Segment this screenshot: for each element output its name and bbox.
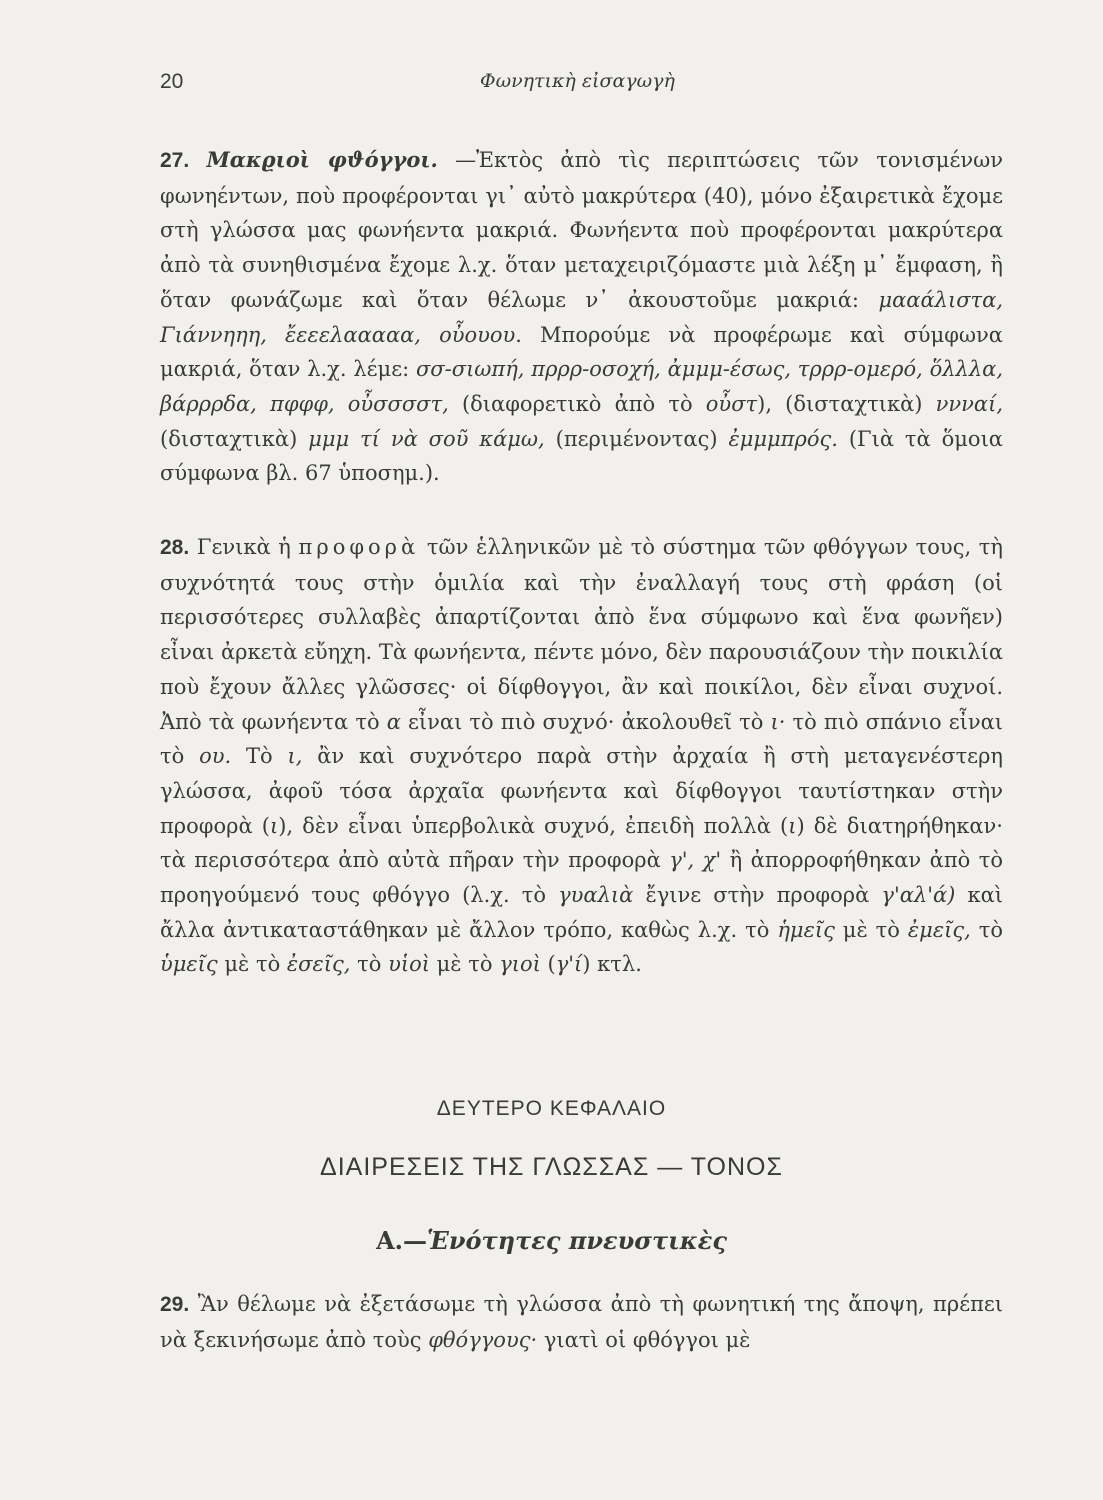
example-text: ου.	[199, 744, 232, 769]
example-text: ι	[788, 813, 797, 838]
example-text: μααάλιστα, Γιάννηηη, ἔεεελααααα, οὖουου	[160, 287, 1003, 347]
text-run: ἔγινε στὴν προφορὰ	[633, 883, 882, 908]
example-text: φθόγγους·	[428, 1327, 538, 1352]
spaced-emphasis: προφορὰ	[298, 535, 420, 559]
section-prefix: Α.—	[376, 1226, 428, 1255]
text-run: Ἂν θέλωμε νὰ ἐξετάσωμε τὴ γλώσσα ἀπὸ τὴ φωνητική της ἄποψη, πρέπει νὰ ξεκινήσωμε ἀπὸ τοὺς	[160, 1292, 1003, 1352]
section-title	[0, 1226, 1103, 1255]
text-run: μὲ τὸ	[834, 917, 908, 942]
paragraph-29	[160, 1287, 1003, 1357]
example-text: γιοὶ	[499, 952, 541, 977]
text-run: Τὸ	[231, 744, 288, 769]
example-text: υἱοὶ	[388, 952, 430, 977]
example-text: μμμ τί νὰ σοῦ κάμω,	[308, 426, 545, 451]
example-text: ννναί,	[935, 391, 1004, 416]
text-run: —Ἐκτὸς ἀπὸ τὶς περιπτώσεις τῶν τονισμένων φωνηέντων, ποὺ προφέρονται γι᾽ αὐτὸ μακρύτερα (40), μόνο ἐξαιρετικὰ ἔχομε στὴ γλώσσα μας φωνήεντα μακριά. Φωνήεντα ποὺ προφέρονται μακρύτερα ἀπὸ τὰ συνηθισμένα ἔχομε λ.χ. ὅταν μεταχειριζόμαστε μιὰ λέξη μ᾽ ἔμφαση, ἢ ὅταν φωνάζωμε καὶ ὅταν θέλωμε ν᾽ ἀκουστοῦμε μακριά:	[160, 148, 1003, 312]
example-text: ὑμεῖς	[160, 952, 218, 977]
text-run: Γενικὰ ἡ	[189, 535, 299, 559]
example-text: ι·	[770, 709, 786, 734]
text-run: (	[540, 952, 556, 977]
example-text: ἐμμμπρός.	[728, 426, 838, 451]
text-run: . Μπορούμε νὰ προφέρωμε καὶ σύμφωνα μακριά, ὅταν λ.χ. λέμε:	[160, 322, 1003, 382]
example-text: γ'ί	[555, 952, 583, 977]
text-run: (Γιὰ τὰ ὅμοια σύμφωνα βλ. 67 ὑποσημ.).	[160, 426, 1003, 486]
running-head	[160, 70, 1003, 100]
running-title: Φωνητικὴ εἰσαγωγὴ	[480, 70, 675, 92]
text-run: (περιμένοντας)	[544, 426, 729, 451]
text-run: (δισταχτικὰ)	[160, 426, 309, 451]
text-run: μὲ τὸ	[429, 952, 500, 977]
page-number: 20	[160, 70, 184, 93]
paragraph-number: 29.	[160, 1293, 190, 1316]
text-run: τὸ	[350, 952, 389, 977]
text-run: τῶν ἑλληνικῶν μὲ τὸ σύστημα τῶν φθόγγων τους, τὴ συχνότητά τους στὴν ὁμιλία καὶ τὴν ἐναλλαγή τους στὴ φράση (οἱ περισσότερες συλλαβὲς ἀπαρτίζονται ἀπὸ ἕνα σύμφωνο καὶ ἕνα φωνῆεν) εἶναι ἀρκετὰ εὔηχη. Τὰ φωνήεντα, πέντε μόνο, δὲν παρουσιάζουν τὴν ποικιλία ποὺ ἔχουν ἄλλες γλῶσσες· οἱ δίφθογγοι, ἂν καὶ ποικίλοι, δὲν εἶναι συχνοί. Ἀπὸ τὰ φωνήεντα τὸ	[160, 535, 1003, 734]
example-text: α	[386, 709, 401, 734]
text-run: ) κτλ.	[582, 952, 642, 977]
text-run: τὸ πιὸ σπάνιο εἶναι τὸ	[160, 709, 1003, 769]
paragraph-number: 28.	[160, 536, 190, 559]
example-text: ἐσεῖς,	[286, 952, 351, 977]
example-text: σσ-σιωπή, πρρρ-οσοχή, ἀμμμ-έσως, τρρρ-ομερό, ὅλλλα, βάρρρδα, πφφφ, οὖσσσστ,	[160, 357, 1003, 416]
example-text: ι	[270, 813, 279, 838]
text-run: καὶ ἄλλα ἀντικαταστάθηκαν μὲ ἄλλον τρόπο, καθὼς λ.χ. τὸ	[160, 883, 1003, 942]
paragraph-28	[160, 530, 1003, 982]
text-run: μὲ τὸ	[217, 952, 287, 977]
chapter-label: ΔΕΥΤΕΡΟ ΚΕΦΑΛΑΙΟ	[436, 1097, 667, 1120]
text-run: ἢ ἀπορροφήθηκαν ἀπὸ τὸ προηγούμενό τους φθόγγο (λ.χ. τὸ	[160, 848, 1003, 908]
example-text: γ', χ'	[669, 848, 722, 873]
example-text: ἡμεῖς	[777, 917, 835, 942]
section-title-text: Ἑνότητες πνευστικὲς	[427, 1226, 727, 1255]
text-run: γιατὶ οἱ φθόγγοι μὲ	[537, 1327, 751, 1352]
paragraph-number: 27.	[160, 149, 190, 172]
example-text: ἐμεῖς,	[907, 917, 971, 942]
text-run: ), δὲν εἶναι ὑπερβολικὰ συχνό, ἐπειδὴ πολλὰ (	[278, 813, 789, 838]
text-run: εἶναι τὸ πιὸ συχνό· ἀκολουθεῖ τὸ	[400, 709, 771, 734]
text-run: (διαφορετικὸ ἀπὸ τὸ	[448, 391, 706, 416]
text-run: ), (δισταχτικὰ)	[757, 391, 936, 416]
text-run: ἂν καὶ συχνότερο παρὰ στὴν ἀρχαία ἢ στὴ μεταγενέστερη γλώσσα, ἀφοῦ τόσα ἀρχαῖα φωνήεντα καὶ δίφθογγοι ταυτίστηκαν στὴν προφορὰ (	[160, 744, 1003, 838]
paragraph-heading: Μακϱιοὶ φϑόγγοι.	[206, 147, 438, 172]
example-text: γυαλιὰ	[558, 883, 634, 908]
text-run: τὸ	[970, 917, 1003, 942]
example-text: οὖστ	[705, 391, 758, 416]
example-text: γ'αλ'ά)	[881, 883, 956, 908]
example-text: ι,	[287, 744, 303, 769]
chapter-title: ΔΙΑΙΡΕΣΕΙΣ ΤΗΣ ΓΛΩΣΣΑΣ — ΤΟΝΟΣ	[320, 1153, 783, 1181]
text-run: ) δὲ διατηρήθηκαν· τὰ περισσότερα ἀπὸ αὐτὰ πῆραν τὴν προφορὰ	[160, 813, 1003, 873]
paragraph-27	[160, 143, 1003, 491]
